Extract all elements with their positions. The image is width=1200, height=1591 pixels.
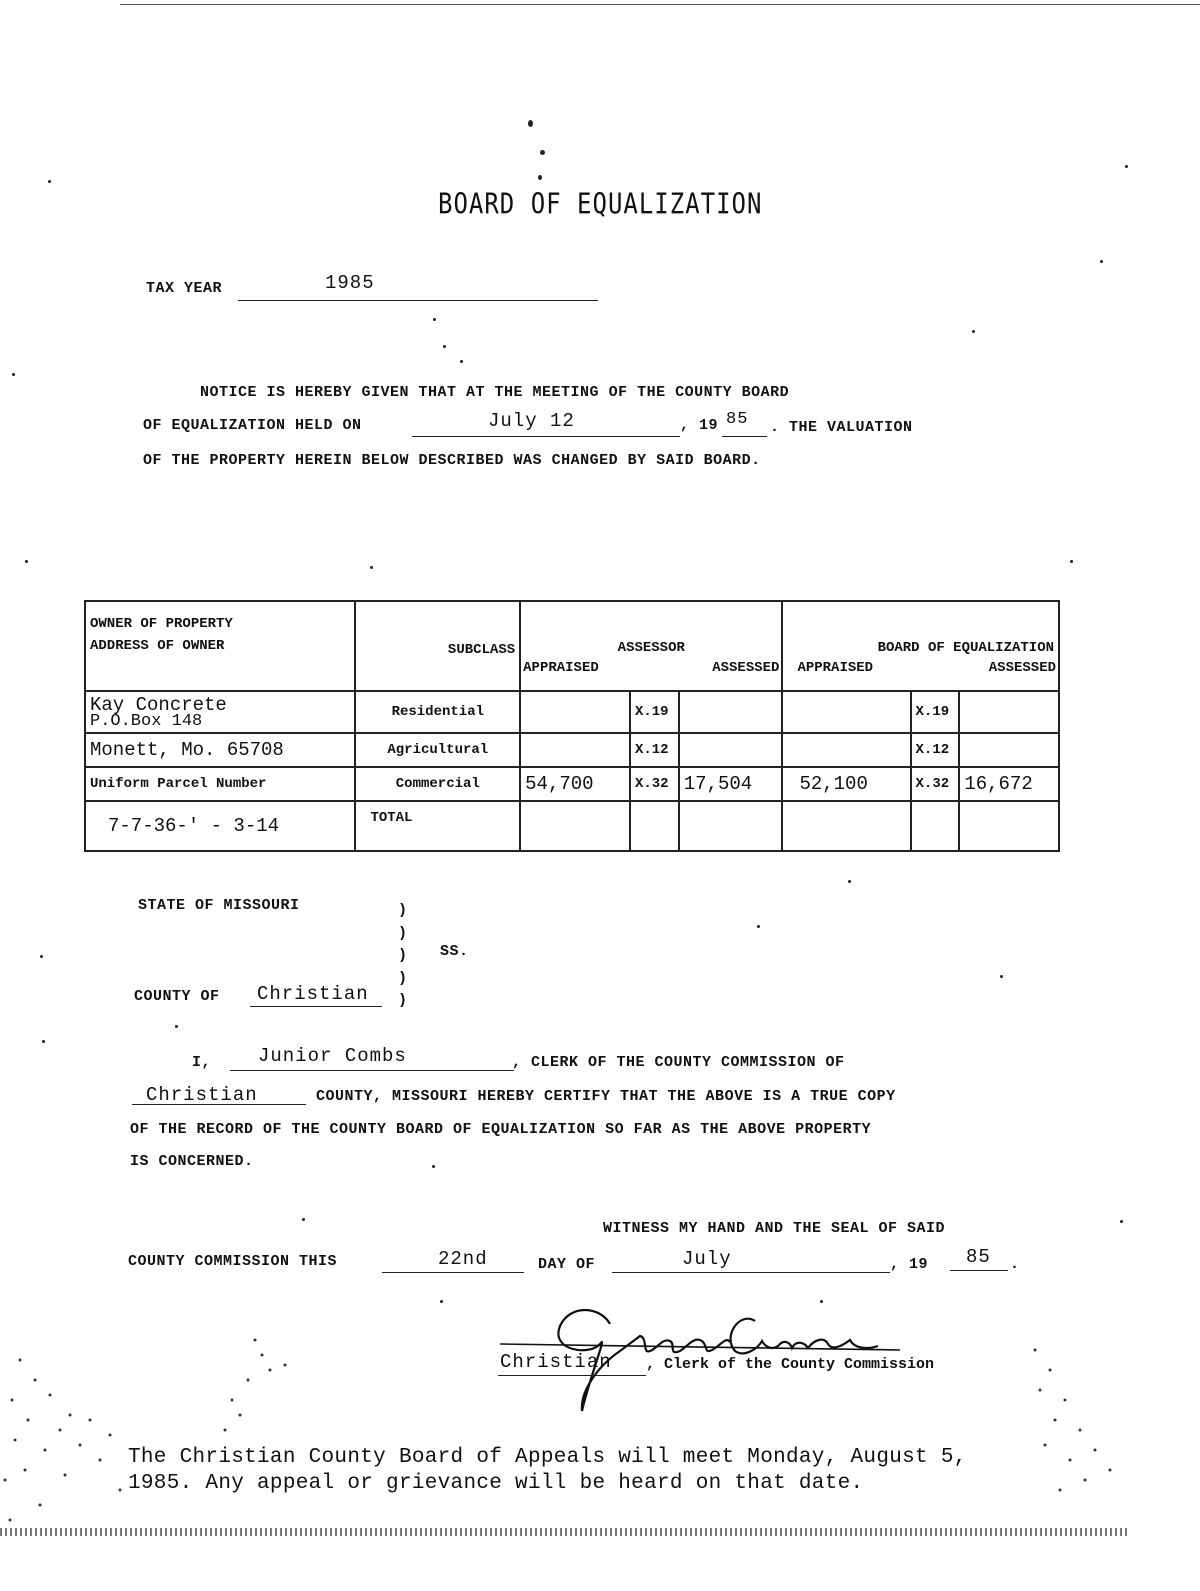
- witness-line-1: WITNESS MY HAND AND THE SEAL OF SAID: [603, 1220, 946, 1237]
- clerk-name: Junior Combs: [258, 1045, 407, 1067]
- boe-header: [782, 601, 1059, 691]
- boe-assessed-header: ASSESSED: [988, 660, 1056, 676]
- assessor-rate-cell: X.12: [630, 733, 679, 767]
- boe-assessed-cell: 16,672: [959, 767, 1059, 801]
- valuation-table: [84, 600, 1060, 852]
- assessor-appraised-cell: [520, 691, 630, 733]
- subclass-cell: Agricultural: [355, 733, 520, 767]
- speck: [433, 318, 436, 321]
- state-label: STATE OF MISSOURI: [138, 897, 300, 914]
- owner-header-line-1: OWNER OF PROPERTY: [90, 616, 233, 632]
- assessor-assessed-cell: [679, 733, 783, 767]
- table-row-total: [85, 801, 1059, 851]
- speck: [540, 150, 545, 155]
- witness-month: July: [682, 1248, 732, 1270]
- owner-header: [85, 601, 355, 691]
- assessor-header: [520, 601, 782, 691]
- table-row-agricultural: [85, 733, 1059, 767]
- assessor-appraised-cell: 54,700: [520, 767, 630, 801]
- assessor-assessed-cell: [679, 691, 783, 733]
- witness-prefix: COUNTY COMMISSION THIS: [128, 1253, 338, 1270]
- assessor-assessed-total-cell: [679, 801, 783, 851]
- subclass-header-label: SUBCLASS: [447, 642, 516, 658]
- witness-day-underline: [382, 1272, 524, 1273]
- boe-appraised-cell: [782, 691, 910, 733]
- signature-county-underline: [498, 1375, 646, 1376]
- boe-assessed-total-cell: [959, 801, 1059, 851]
- assessor-rate-cell: X.32: [630, 767, 679, 801]
- speck: [972, 330, 975, 333]
- boe-rate-cell: X.12: [911, 733, 960, 767]
- owner-cell: Monett, Mo. 65708: [85, 733, 355, 767]
- table-row-commercial: [85, 767, 1059, 801]
- tax-year-underline: [238, 300, 598, 301]
- witness-period: .: [1010, 1256, 1020, 1273]
- speck: [40, 955, 43, 958]
- speck: [460, 360, 463, 363]
- scan-noise-bottom: [0, 1528, 1130, 1536]
- notice-line-2-suffix: . THE VALUATION: [770, 419, 913, 436]
- assessor-rate-total-cell: [630, 801, 679, 851]
- subclass-cell: Commercial: [355, 767, 520, 801]
- venue-brackets: ) ) ) ) ): [398, 902, 408, 1009]
- speck: [443, 345, 446, 348]
- boe-appraised-cell: 52,100: [782, 767, 910, 801]
- owner-address: P.O.Box 148: [90, 714, 203, 728]
- signature-county: Christian: [500, 1351, 612, 1373]
- speck: [302, 1218, 305, 1221]
- speck: [757, 925, 760, 928]
- speck: [1070, 560, 1073, 563]
- speck: [1100, 260, 1103, 263]
- clerk-name-underline: [230, 1070, 514, 1071]
- assessor-assessed-header: ASSESSED: [712, 660, 780, 676]
- cert-line-1-suffix: , CLERK OF THE COUNTY COMMISSION OF: [512, 1054, 845, 1071]
- boe-assessed-cell: [959, 691, 1059, 733]
- speck: [175, 1025, 178, 1028]
- speck: [1125, 165, 1128, 168]
- tax-year-label: TAX YEAR: [146, 280, 223, 297]
- speck: [48, 180, 51, 183]
- assessor-assessed-cell: 17,504: [679, 767, 783, 801]
- subclass-cell: Residential: [355, 691, 520, 733]
- page-top-edge: [120, 4, 1200, 5]
- ss-label: SS.: [440, 943, 469, 960]
- witness-month-underline: [612, 1272, 890, 1273]
- witness-year-underline: [950, 1270, 1008, 1271]
- owner-cell: [85, 691, 355, 733]
- boe-assessed-cell: [959, 733, 1059, 767]
- speck: [528, 120, 533, 127]
- witness-year-prefix: , 19: [890, 1256, 929, 1273]
- owner-header-line-2: ADDRESS OF OWNER: [90, 638, 225, 654]
- witness-day-of: DAY OF: [538, 1256, 596, 1273]
- total-label-cell: TOTAL: [355, 801, 520, 851]
- speck: [538, 175, 542, 180]
- notice-line-2-prefix: OF EQUALIZATION HELD ON: [143, 417, 362, 434]
- scan-noise-left: [0, 1320, 300, 1540]
- cert-line-4: IS CONCERNED.: [130, 1153, 254, 1170]
- witness-day: 22nd: [438, 1248, 488, 1270]
- meeting-date-underline: [412, 436, 680, 437]
- signature-title: , Clerk of the County Commission: [646, 1356, 935, 1373]
- boe-appraised-header: APPRAISED: [797, 660, 874, 676]
- subclass-header: [355, 601, 520, 691]
- speck: [1120, 1220, 1123, 1223]
- speck: [1000, 975, 1003, 978]
- owner-cell: Uniform Parcel Number: [85, 767, 355, 801]
- owner-name: Kay Concrete: [90, 694, 227, 716]
- assessor-appraised-total-cell: [520, 801, 630, 851]
- cert-i: I,: [192, 1054, 212, 1071]
- cert-county-underline: [132, 1104, 306, 1105]
- parcel-number-cell: 7-7-36-' - 3-14: [85, 801, 355, 851]
- assessor-header-label: ASSESSOR: [617, 640, 685, 656]
- notice-line-1: NOTICE IS HEREBY GIVEN THAT AT THE MEETING OF THE COUNTY BOARD: [200, 384, 790, 401]
- page-title: BOARD OF EQUALIZATION: [438, 187, 763, 221]
- footer-line-2: 1985. Any appeal or grievance will be heard on that date.: [128, 1472, 864, 1495]
- boe-rate-cell: X.32: [911, 767, 960, 801]
- scan-noise-right: [1025, 1330, 1145, 1530]
- speck: [432, 1165, 435, 1168]
- meeting-year: 85: [726, 410, 749, 429]
- meeting-date: July 12: [488, 410, 575, 432]
- meeting-year-underline: [722, 436, 767, 437]
- cert-line-3: OF THE RECORD OF THE COUNTY BOARD OF EQUALIZATION SO FAR AS THE ABOVE PROPERTY: [130, 1121, 872, 1138]
- speck: [42, 1040, 45, 1043]
- footer-line-1: The Christian County Board of Appeals will meet Monday, August 5,: [128, 1446, 967, 1469]
- notice-line-3: OF THE PROPERTY HEREIN BELOW DESCRIBED WAS CHANGED BY SAID BOARD.: [143, 452, 761, 469]
- speck: [370, 566, 373, 569]
- boe-header-label: BOARD OF EQUALIZATION: [877, 640, 1054, 656]
- speck: [25, 560, 28, 563]
- assessor-appraised-header: APPRAISED: [523, 660, 599, 676]
- speck: [848, 880, 851, 883]
- table-row-residential: [85, 691, 1059, 733]
- meeting-year-prefix: , 19: [680, 417, 719, 434]
- table-header-row: [85, 601, 1059, 691]
- speck: [440, 1300, 443, 1303]
- cert-line-2: COUNTY, MISSOURI HEREBY CERTIFY THAT THE ABOVE IS A TRUE COPY: [316, 1088, 896, 1105]
- venue-county-underline: [250, 1006, 382, 1007]
- venue-county: Christian: [257, 983, 369, 1005]
- speck: [12, 373, 15, 376]
- cert-county: Christian: [146, 1084, 258, 1106]
- assessor-appraised-cell: [520, 733, 630, 767]
- boe-appraised-total-cell: [782, 801, 910, 851]
- boe-rate-cell: X.19: [911, 691, 960, 733]
- boe-rate-total-cell: [911, 801, 960, 851]
- assessor-rate-cell: X.19: [630, 691, 679, 733]
- boe-appraised-cell: [782, 733, 910, 767]
- witness-year: 85: [966, 1246, 991, 1268]
- tax-year-value: 1985: [325, 272, 375, 294]
- county-label: COUNTY OF: [134, 988, 220, 1005]
